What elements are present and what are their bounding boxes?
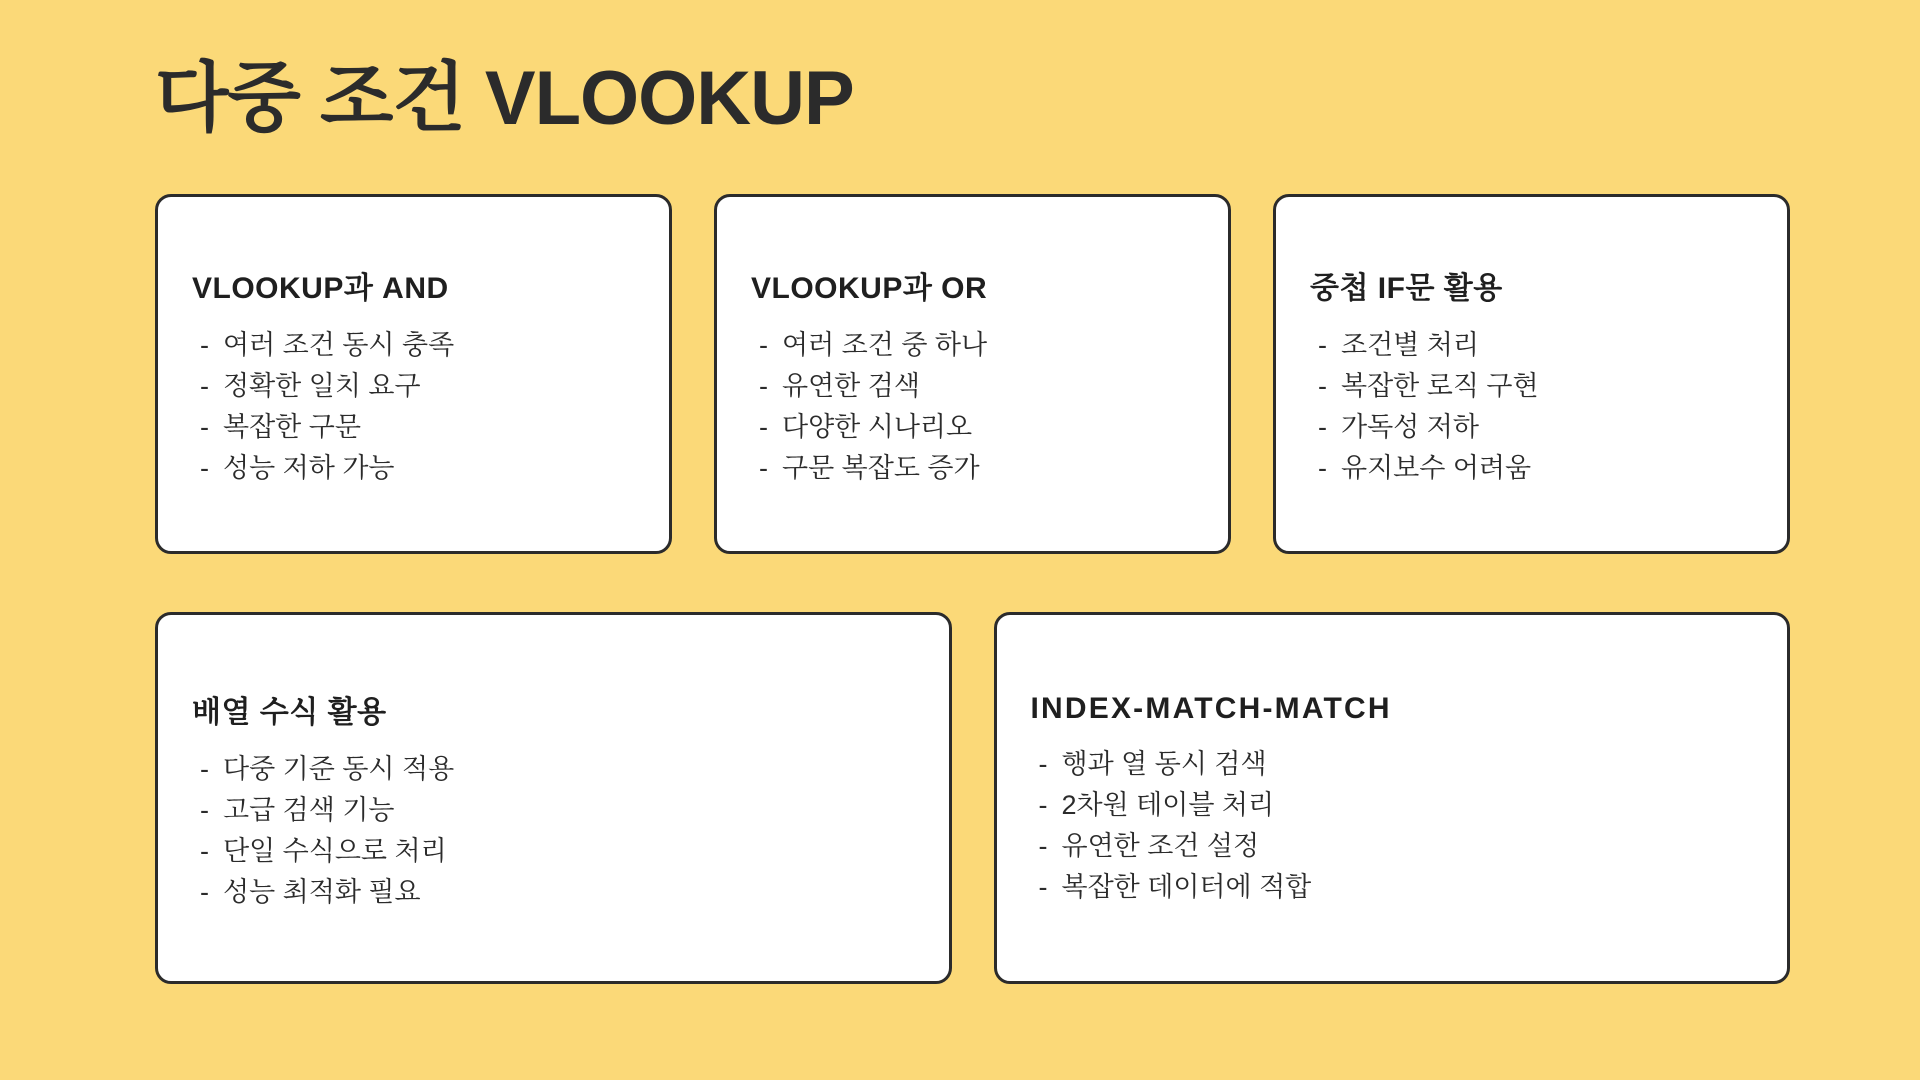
bullet-dash: - <box>200 412 209 443</box>
list-item <box>751 325 1194 366</box>
bullet-dash: - <box>200 330 209 361</box>
list-item-label: 유연한 조건 설정 <box>1061 831 1260 862</box>
card-row-bottom <box>155 612 1790 984</box>
bullet-dash: - <box>759 453 768 484</box>
bullet-dash: - <box>759 330 768 361</box>
bullet-dash: - <box>200 453 209 484</box>
page-title: 다중 조건 VLOOKUP <box>155 56 854 141</box>
list-item-label: 유지보수 어려움 <box>1341 453 1532 484</box>
card-nested-if <box>1273 194 1790 554</box>
list-item <box>1031 744 1754 785</box>
list-item <box>1310 366 1753 407</box>
bullet-dash: - <box>200 795 209 826</box>
bullet-dash: - <box>1318 330 1327 361</box>
list-item <box>1310 448 1753 489</box>
bullet-dash: - <box>1038 831 1048 862</box>
list-item-label: 2차원 테이블 처리 <box>1061 790 1275 821</box>
list-item <box>751 448 1194 489</box>
list-item-label: 복잡한 데이터에 적합 <box>1061 872 1312 903</box>
list-item <box>1310 325 1753 366</box>
list-item <box>751 366 1194 407</box>
list-item-label: 구문 복잡도 증가 <box>782 453 980 484</box>
bullet-dash: - <box>200 754 209 785</box>
card-title: INDEX-MATCH-MATCH <box>1030 692 1392 726</box>
list-item <box>192 749 915 790</box>
list-item-label: 다양한 시나리오 <box>782 412 973 443</box>
list-item-label: 복잡한 구문 <box>223 412 361 443</box>
list-item-label: 단일 수식으로 처리 <box>223 836 447 867</box>
card-list <box>192 749 915 913</box>
list-item-label: 성능 저하 가능 <box>223 453 395 484</box>
card-vlookup-and <box>155 194 672 554</box>
card-list <box>1310 325 1753 489</box>
list-item-label: 조건별 처리 <box>1341 330 1479 361</box>
bullet-dash: - <box>759 412 768 443</box>
list-item-label: 성능 최적화 필요 <box>223 877 421 908</box>
list-item-label: 행과 열 동시 검색 <box>1061 749 1267 780</box>
list-item <box>1031 826 1754 867</box>
bullet-dash: - <box>1318 453 1327 484</box>
list-item <box>1031 785 1754 826</box>
card-index-match-match <box>994 612 1791 984</box>
card-list <box>1031 744 1754 908</box>
list-item <box>192 325 635 366</box>
card-list <box>751 325 1194 489</box>
bullet-dash: - <box>1318 371 1327 402</box>
list-item-label: 여러 조건 중 하나 <box>782 330 988 361</box>
list-item <box>192 872 915 913</box>
card-array-formula <box>155 612 952 984</box>
list-item <box>192 407 635 448</box>
list-item-label: 가독성 저하 <box>1341 412 1479 443</box>
list-item-label: 유연한 검색 <box>782 371 920 402</box>
bullet-dash: - <box>1038 790 1048 821</box>
list-item-label: 고급 검색 기능 <box>223 795 395 826</box>
list-item <box>192 366 635 407</box>
list-item-label: 정확한 일치 요구 <box>223 371 421 402</box>
list-item <box>1310 407 1753 448</box>
list-item <box>192 831 915 872</box>
bullet-dash: - <box>1038 872 1048 903</box>
list-item-label: 복잡한 로직 구현 <box>1341 371 1539 402</box>
list-item-label: 다중 기준 동시 적용 <box>223 754 455 785</box>
bullet-dash: - <box>200 836 209 867</box>
card-title: VLOOKUP과 OR <box>751 272 988 306</box>
card-title: VLOOKUP과 AND <box>192 272 449 306</box>
bullet-dash: - <box>759 371 768 402</box>
list-item <box>1031 867 1754 908</box>
card-row-top <box>155 194 1790 554</box>
list-item <box>192 790 915 831</box>
list-item <box>751 407 1194 448</box>
bullet-dash: - <box>200 877 209 908</box>
list-item <box>192 448 635 489</box>
card-title: 배열 수식 활용 <box>192 696 387 730</box>
bullet-dash: - <box>1318 412 1327 443</box>
card-list <box>192 325 635 489</box>
bullet-dash: - <box>200 371 209 402</box>
bullet-dash: - <box>1038 749 1048 780</box>
card-vlookup-or <box>714 194 1231 554</box>
card-title: 중첩 IF문 활용 <box>1310 272 1503 306</box>
list-item-label: 여러 조건 동시 충족 <box>223 330 455 361</box>
